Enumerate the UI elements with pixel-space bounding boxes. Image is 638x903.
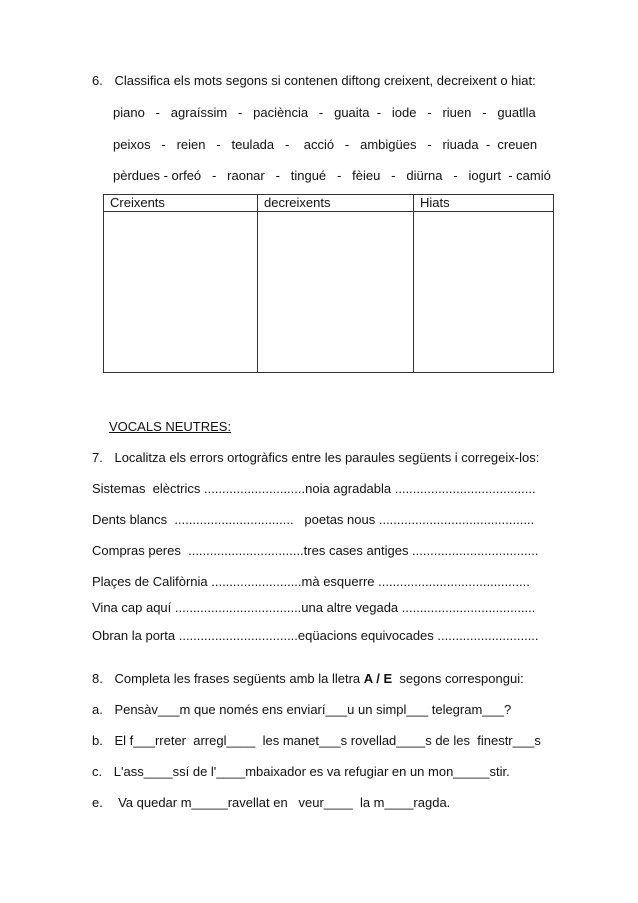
exercise-number: 8. [92,671,103,686]
exercise-number: 6. [92,73,103,88]
correction-row-4: Plaçes de Califòrnia .........................mà esquerre .......................................... [92,574,530,589]
answer-cell-decreixents[interactable] [258,212,414,373]
exercise-7-header [92,450,539,465]
exercise-instruction: Classifica els mots segons si contenen diftong creixent, decreixent o hiat: [114,73,536,88]
header-hiats: Hiats [414,195,554,212]
word-row-3: pèrdues - orfeó - raonar - tingué - fèieu - diürna - iogurt - camió [113,168,551,183]
table-answer-row [104,212,554,373]
sentence-c [92,764,510,779]
correction-row-1: Sistemas elèctrics ............................noia agradabla ....................................... [92,481,536,496]
exercise-instruction: Localitza els errors ortogràfics entre les paraules següents i corregeix-los: [114,450,540,465]
exercise-number: 7. [92,450,103,465]
sentence-text: Va quedar m_____ravellat en veur____ la m____ragda. [114,795,451,810]
table-header-row [104,195,554,212]
sentence-text: El f___rreter arregl____ les manet___s rovellad____s de les finestr___s [114,733,541,748]
exercise-instruction: Completa les frases següents amb la lletra [114,671,364,686]
sentence-e [92,795,450,810]
correction-row-6: Obran la porta .................................eqüacions equivocades ............................ [92,628,539,643]
exercise-6-header [92,73,536,88]
answer-cell-hiats[interactable] [414,212,554,373]
exercise-instruction-end: segons correspongui: [392,671,524,686]
correction-row-3: Compras peres ................................tres cases antiges ................................... [92,543,539,558]
word-row-1: piano - agraíssim - paciència - guaita - iode - riuen - guatlla [113,105,536,120]
sentence-text: L'ass____ssí de l'____mbaixador es va refugiar en un mon_____stir. [113,764,510,779]
classification-table [103,194,554,373]
sentence-b [92,733,541,748]
section-title: VOCALS NEUTRES: [109,419,232,434]
header-decreixents: decreixents [258,195,414,212]
word-row-2: peixos - reien - teulada - acció - ambigües - riuada - creuen [113,137,538,152]
sentence-label: e. [92,795,103,810]
correction-row-2: Dents blancs ................................. poetas nous ........................................... [92,512,535,527]
exercise-instruction-bold: A / E [363,671,393,686]
sentence-a [92,702,511,717]
sentence-text: Pensàv___m que només ens enviarí___u un simpl___ telegram___? [114,702,512,717]
sentence-label: c. [92,764,103,779]
exercise-8-header [92,671,524,686]
header-creixents: Creixents [104,195,258,212]
correction-row-5: Vina cap aquí ...................................una altre vegada ..................................... [92,600,536,615]
answer-cell-creixents[interactable] [104,212,258,373]
sentence-label: b. [92,733,103,748]
sentence-label: a. [92,702,103,717]
